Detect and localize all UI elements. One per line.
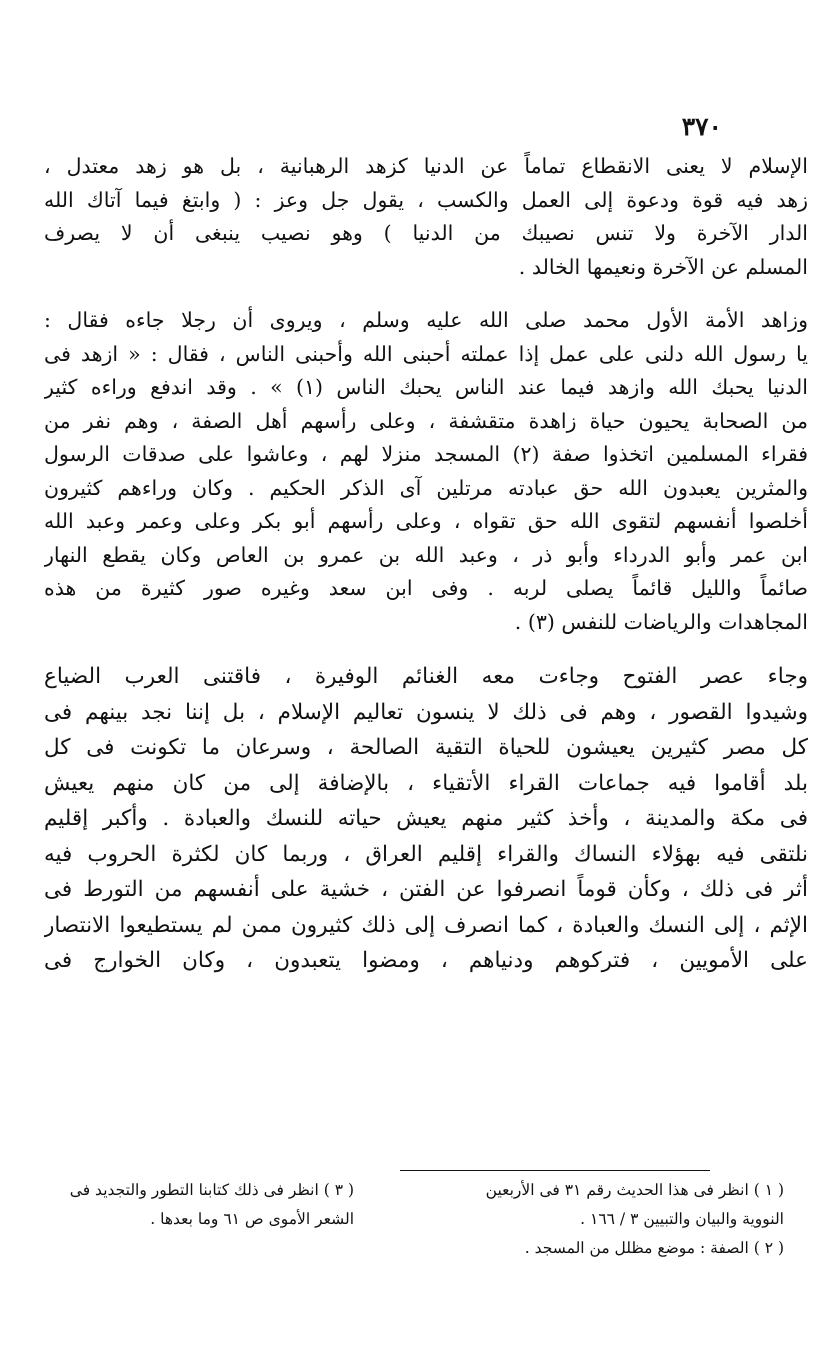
footnote-line: ( ٢ ) الصفة : موضع مظلل من المسجد . [524,1239,784,1257]
page-number: ٣٧٠ [681,112,722,141]
text-line: بلد أقاموا فيه جماعات القراء الأتقياء ، بالإضافة إلى من كان منهم يعيش [44,770,808,796]
paragraph [44,659,808,979]
text-line: المجاهدات والرياضات للنفس (٣) . [514,609,808,634]
text-line: الإسلام لا يعنى الانقطاع تماماً عن الدنيا كزهد الرهبانية ، بل هو زهد معتدل ، [44,154,808,178]
paragraph [44,304,808,639]
text-line: المسلم عن الآخرة ونعيمها الخالد . [518,254,808,279]
text-line: فى مكة والمدينة ، وأخذ كثير منهم يعيش حياته للنسك والعبادة . وأكبر إقليم [44,806,808,831]
footnotes-left-column [44,1176,354,1234]
text-line: من الصحابة يحيون حياة زاهدة متقشفة ، وعلى رأسهم أهل الصفة ، وهم نفر من [44,408,808,433]
text-line: ابن عمر وأبو الدرداء وأبو ذر ، وعبد الله بن عمرو بن العاص وكان يقطع النهار [44,542,808,567]
text-line: على الأمويين ، فتركوهم ودنياهم ، ومضوا يتعبدون ، وكان الخوارج فى [44,948,808,973]
text-line: الإثم ، إلى النسك والعبادة ، كما انصرف إلى ذلك كثيرون ممن لم يستطيعوا الانتصار [44,912,808,938]
footnote-divider [400,1170,710,1171]
footnote-line: ( ١ ) انظر فى هذا الحديث رقم ٣١ فى الأربعين [485,1181,784,1199]
text-line: صائماً والليل قائماً يصلى لربه . وفى ابن سعد وغيره صور كثيرة من هذه [44,576,808,600]
footnote-line: ( ٣ ) انظر فى ذلك كتابنا التطور والتجديد فى [69,1181,354,1199]
text-line: والمثرين يعبدون الله حق عبادته مرتلين آى الذكر الحكيم . وكان وراءهم كثيرون [44,475,808,500]
footnote-line: الشعر الأموى ص ٦١ وما بعدها . [150,1210,354,1228]
text-line: كل مصر كثيرين يعيشون للحياة التقية الصالحة ، وسرعان ما تكونت فى كل [44,735,808,760]
text-line: وزاهد الأمة الأول محمد صلى الله عليه وسلم ، ويروى أن رجلا جاءه فقال : [44,308,808,332]
text-line: وشيدوا القصور ، وهم فى ذلك لا ينسون تعاليم الإسلام ، بل إننا نجد بينهم فى [44,699,808,725]
text-line: فقراء المسلمين اتخذوا صفة (٢) المسجد منزلا لهم ، وعاشوا على صدقات الرسول [44,442,808,466]
text-line: نلتقى فيه بهؤلاء النساك والقراء إقليم العراق ، وربما كان لكثرة الحروب فيه [44,841,808,867]
text-line: الدار الآخرة ولا تنس نصيبك من الدنيا ) وهو نصيب ينبغى أن لا يصرف [44,221,808,245]
text-line: الدنيا يحبك الله وازهد فيما عند الناس يحبك الناس (١) » . وقد اندفع وراءه كثير [44,375,808,399]
paragraph [44,150,808,284]
text-line: أثر فى ذلك ، وكأن قوماً انصرفوا عن الفتن ، خشية على أنفسهم من التورط فى [44,877,808,902]
text-line: زهد فيه قوة ودعوة إلى العمل والكسب ، يقول جل وعز : ( وابتغ فيما آتاك الله [44,187,808,212]
footnotes-right-column [454,1176,784,1263]
text-line: أخلصوا أنفسهم لتقوى الله حق تقواه ، وعلى رأسهم أبو بكر وعلى وعمر وعبد الله [44,509,808,533]
text-line: وجاء عصر الفتوح وجاءت معه الغنائم الوفيرة ، فاقتنى العرب الضياع [44,664,808,689]
body-text [44,150,808,999]
footnote-line: النووية والبيان والتبيين ٣ / ١٦٦ . [580,1210,784,1228]
text-line: يا رسول الله دلنى على عمل إذا عملته أحبنى الله وأحبنى الناس ، فقال : « ازهد فى [44,341,808,366]
